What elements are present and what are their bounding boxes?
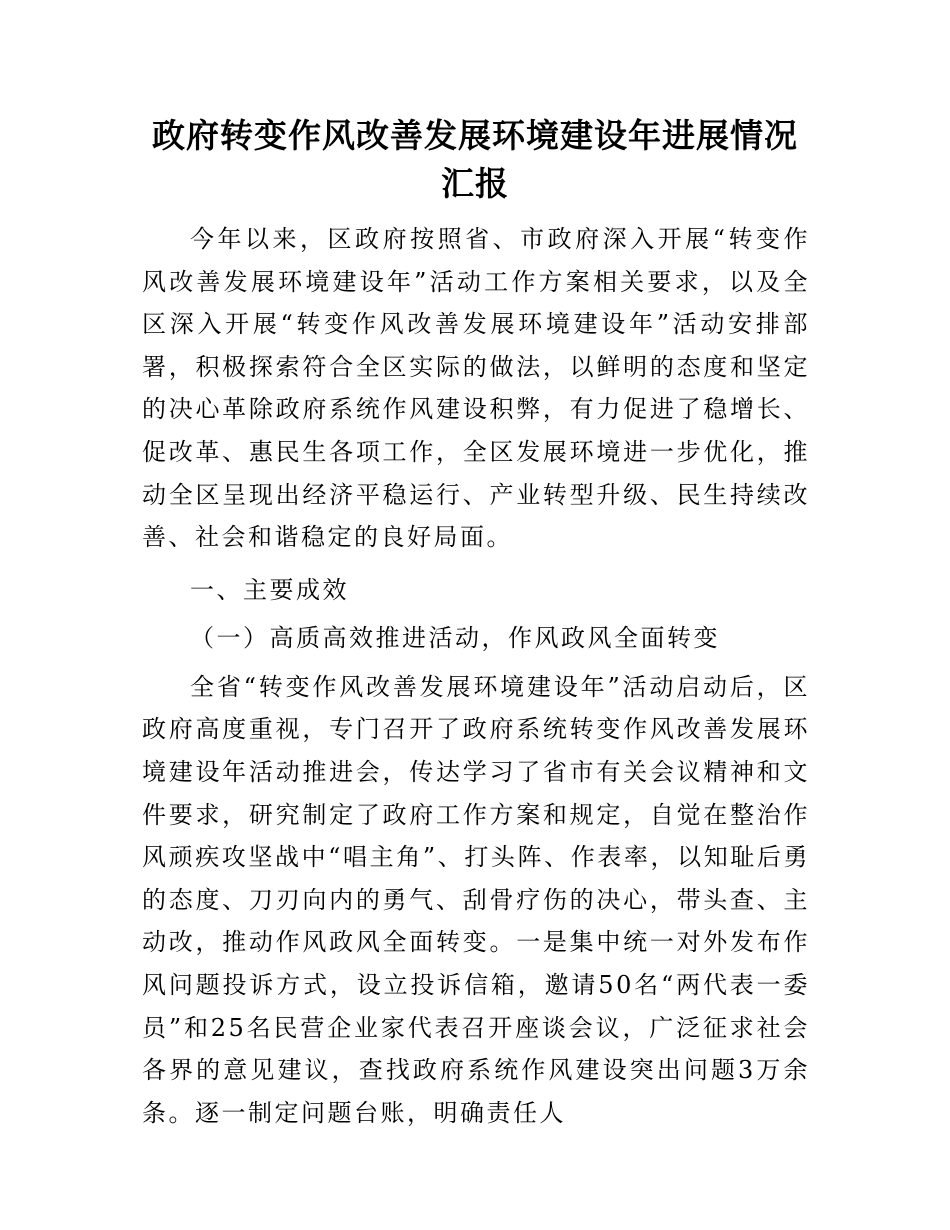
section-heading-main-results: 一、主要成效 — [190, 575, 349, 604]
subsection-heading-1: （一）高质高效推进活动，作风政风全面转变 — [190, 623, 720, 652]
body-paragraph-2: 全省“转变作风改善发展环境建设年”活动启动后，区政府高度重视，专门召开了政府系统转变作风改善发展环境建设年活动推进会，传达学习了省市有关会议精神和文件要求，研究制定了政府工作方案和规定，自觉在整治作风顽疾攻坚战中“唱主角”、打头阵、作表率，以知耻后勇的态度、刀刃向内的勇气、刮骨疗伤的决心，带头查、主动改，推动作风政风全面转变。一是集中统一对外发布作风问题投诉方式，设立投诉信箱，邀请50名“两代表一委员”和25名民营企业家代表召开座谈会议，广泛征求社会各界的意见建议，查找政府系统作风建设突出问题3万余条。逐一制定问题台账，明确责任人 — [142, 672, 810, 1127]
document-title: 政府转变作风改善发展环境建设年进展情况汇报 — [152, 116, 798, 203]
document-body — [142, 218, 810, 1134]
intro-paragraph: 今年以来，区政府按照省、市政府深入开展“转变作风改善发展环境建设年”活动工作方案相关要求，以及全区深入开展“转变作风改善发展环境建设年”活动安排部署，积极探索符合全区实际的做法，以鲜明的态度和坚定的决心革除政府系统作风建设积弊，有力促进了稳增长、促改革、惠民生各项工作，全区发展环境进一步优化，推动全区呈现出经济平稳运行、产业转型升级、民生持续改善、社会和谐稳定的良好局面。 — [142, 225, 810, 552]
